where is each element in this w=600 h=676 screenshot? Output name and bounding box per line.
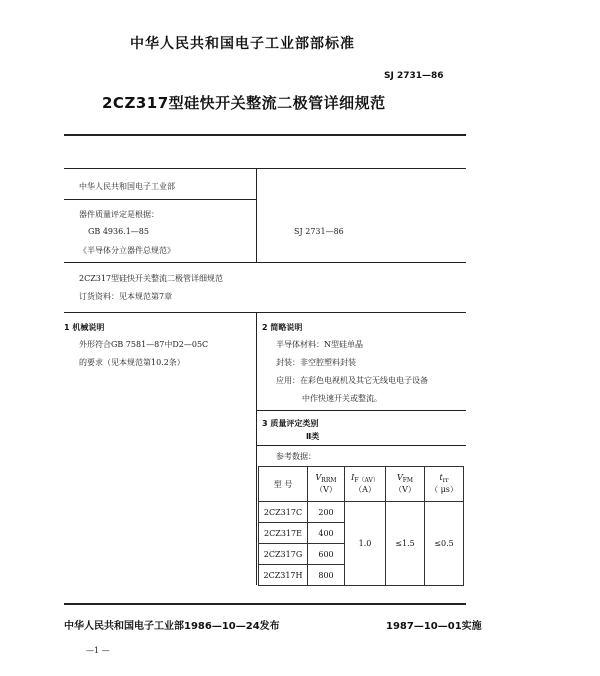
dept-name: 中华人民共和国电子工业部	[79, 182, 175, 191]
dept-rule	[64, 199, 256, 200]
basis-label: 器件质量评定是根据：	[79, 210, 159, 219]
table-row	[259, 502, 464, 523]
material-line: 半导体材料：N型硅单晶	[276, 340, 363, 349]
package-line: 封装：非空腔塑料封装	[276, 358, 356, 367]
application-line-2: 中作快速开关或整流。	[302, 394, 382, 403]
title-rule	[64, 134, 466, 136]
sj-reference: SJ 2731—86	[294, 227, 344, 236]
col-model-header: 型 号	[259, 467, 308, 502]
row-vrrm: 800	[308, 565, 345, 586]
section-2-rule	[256, 410, 466, 411]
row-vrrm: 200	[308, 502, 345, 523]
gb-number: GB 4936.1—85	[88, 227, 149, 236]
sections-rule	[64, 312, 466, 313]
application-line-1: 应用：在彩色电视机及其它无线电电子设备	[276, 376, 428, 385]
spec-name: 2CZ317型硅快开关整流二极管详细规范	[79, 274, 224, 283]
row-model: 2CZ317H	[259, 565, 308, 586]
row-model: 2CZ317C	[259, 502, 308, 523]
standard-number: SJ 2731—86	[384, 71, 444, 81]
trr-value: ≤0.5	[425, 502, 464, 586]
quality-category: Ⅱ类	[306, 432, 320, 441]
info-rule	[64, 262, 466, 263]
col-vfm-header: $V_{FM}$ （V）	[386, 467, 425, 502]
issued-by: 中华人民共和国电子工业部1986—10—24发布	[64, 621, 280, 632]
page-number: —1 —	[86, 646, 110, 655]
section-3-heading: 3 质量评定类别	[262, 419, 319, 428]
effective-date: 1987—10—01实施	[386, 621, 482, 632]
section-1-line-2: 的要求（见本规范第10.2条）	[79, 358, 185, 367]
section-1-heading: 1 机械说明	[64, 323, 105, 332]
col-vrrm-header: $V_{RRM}$ （V）	[308, 467, 345, 502]
table-top-rule	[64, 168, 466, 169]
row-vrrm: 600	[308, 544, 345, 565]
footer-rule	[64, 603, 466, 605]
order-info: 订货资料：见本规范第7章	[79, 292, 173, 301]
row-vrrm: 400	[308, 523, 345, 544]
reference-data-label: 参考数据：	[276, 452, 316, 461]
section-2-heading: 2 简略说明	[262, 323, 303, 332]
row-model: 2CZ317G	[259, 544, 308, 565]
section-3-rule	[256, 445, 466, 446]
vfm-value: ≤1.5	[386, 502, 425, 586]
col-trr-header: $t_{rr}$ （ μs）	[425, 467, 464, 502]
document-title: 2CZ317型硅快开关整流二极管详细规范	[102, 94, 386, 112]
section-1-line-1: 外形符合GB 7581—87中D2—05C	[79, 340, 209, 349]
info-divider	[256, 169, 257, 262]
standard-org-header: 中华人民共和国电子工业部部标准	[130, 36, 355, 52]
if-value: 1.0	[345, 502, 386, 586]
col-if-header: $I_{F(AV)}$ （A）	[345, 467, 386, 502]
gb-title: 《半导体分立器件总规范》	[79, 246, 175, 255]
sections-divider	[256, 313, 257, 585]
reference-data-table	[258, 466, 464, 586]
row-model: 2CZ317E	[259, 523, 308, 544]
